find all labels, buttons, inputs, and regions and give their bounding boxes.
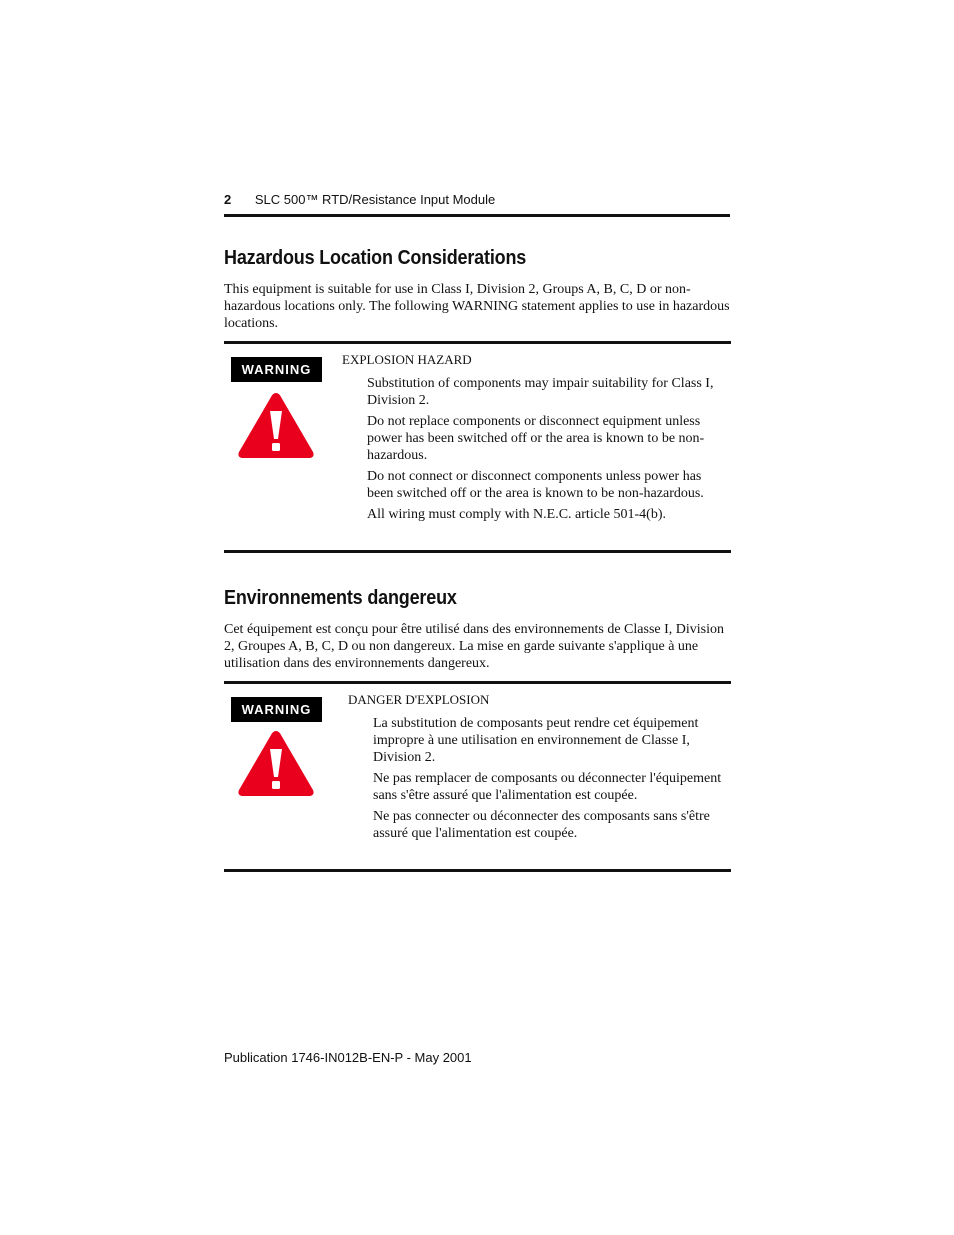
warning-triangle-icon [236, 389, 316, 461]
section-heading-hazardous: Hazardous Location Considerations [224, 247, 527, 269]
running-header [224, 192, 495, 207]
warning-paragraph: Ne pas connecter ou déconnecter des composants sans s'être assuré que l'alimentation est coupée. [373, 809, 710, 841]
warning-title: EXPLOSION HAZARD [342, 352, 472, 367]
warning-paragraph: Ne pas remplacer de composants ou déconnecter l'équipement sans s'être assuré que l'alimentation est coupée. [373, 771, 722, 803]
warning-paragraph: All wiring must comply with N.E.C. article 501-4(b). [367, 507, 667, 522]
warning-title: DANGER D'EXPLOSION [348, 692, 490, 707]
warning-body [367, 375, 729, 527]
page-number: 2 [224, 192, 232, 207]
section-intro-environnements: Cet équipement est conçu pour être utilisé dans des environnements de Classe I, Division 2, Groupes A, B, C, D ou non dangereux. La mise en garde suivante s'applique à une utilisation dans des environnements dangereux. [224, 622, 724, 671]
warning-paragraph: Substitution of components may impair suitability for Class I, Division 2. [367, 376, 714, 408]
document-title: SLC 500™ RTD/Resistance Input Module [254, 192, 496, 207]
warning-paragraph: La substitution de composants peut rendre cet équipement impropre à une utilisation en environnement de Classe I, Division 2. [373, 716, 699, 765]
warning-top-rule [224, 341, 731, 344]
section-intro-hazardous: This equipment is suitable for use in Class I, Division 2, Groups A, B, C, D or non-hazardous locations only. The following WARNING statement applies to use in hazardous locations. [224, 282, 730, 331]
section-heading-environnements: Environnements dangereux [224, 587, 457, 609]
warning-body [373, 715, 735, 846]
warning-paragraph: Do not connect or disconnect components unless power has been switched off or the area is known to be non-hazardous. [367, 469, 704, 501]
warning-badge: WARNING [231, 697, 322, 722]
warning-bottom-rule [224, 869, 731, 872]
warning-triangle-icon [236, 727, 316, 799]
warning-bottom-rule [224, 550, 731, 553]
header-rule [224, 214, 730, 217]
publication-footer: Publication 1746-IN012B-EN-P - May 2001 [224, 1050, 472, 1065]
warning-top-rule [224, 681, 731, 684]
warning-paragraph: Do not replace components or disconnect equipment unless power has been switched off or the area is known to be non-hazardous. [367, 414, 705, 463]
warning-badge: WARNING [231, 357, 322, 382]
